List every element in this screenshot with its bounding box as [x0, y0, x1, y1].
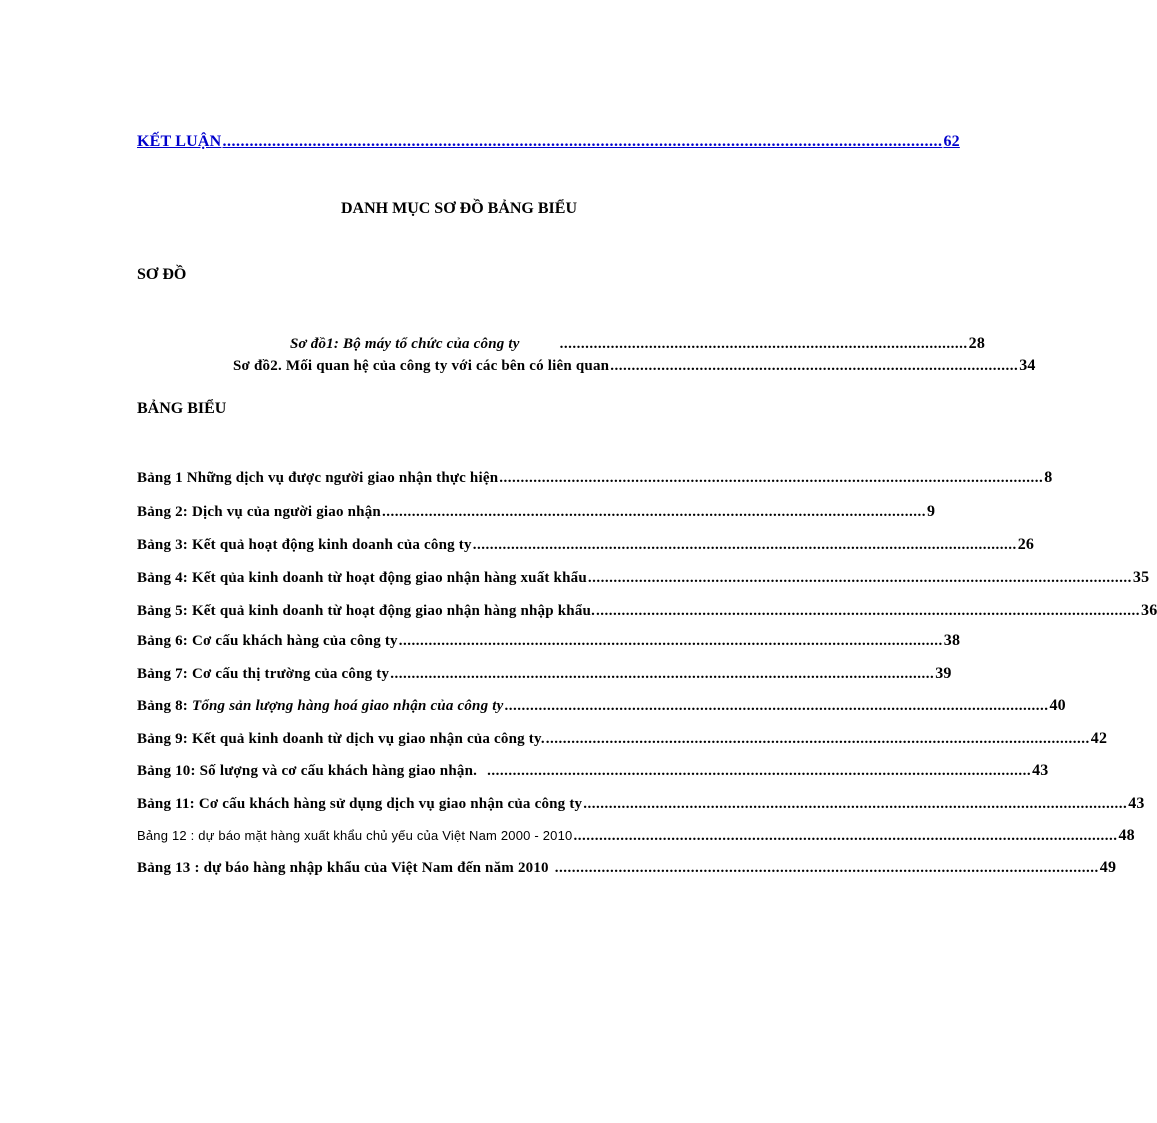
dot-leader: ................................................................................................................................ — [398, 633, 943, 649]
toc-entry-label: KẾT LUẬN — [137, 133, 222, 150]
dot-leader: ................................................................................................................................ — [499, 470, 1044, 486]
dot-leader: ................................................................................................................................ — [545, 731, 1090, 747]
toc-entry-page: 39 — [935, 665, 952, 682]
toc-entry-table-12 — [137, 827, 1135, 847]
toc-entry-page: 62 — [943, 133, 960, 150]
section-heading-diagrams: SƠ ĐỒ — [137, 266, 187, 283]
toc-entry-label: Bảng 9: Kết quả kinh doanh từ dịch vụ giao nhận của công ty. — [137, 731, 545, 747]
dot-leader: ................................................................................................................................ — [390, 666, 935, 682]
toc-entry-table-5 — [137, 602, 1157, 622]
toc-entry-label: Sơ đồ1: Bộ máy tổ chức của công ty — [290, 336, 520, 352]
toc-entry-table-6 — [137, 632, 961, 652]
toc-entry-label: Bảng 12 : dự báo mặt hàng xuất khẩu chủ yếu của Việt Nam 2000 - 2010 — [137, 828, 573, 843]
toc-entry-diagram-2 — [233, 357, 1036, 377]
toc-entry-page: 42 — [1090, 730, 1108, 747]
toc-entry-table-13 — [137, 859, 1117, 879]
toc-entry-table-2 — [137, 503, 936, 523]
toc-entry-table-11 — [137, 795, 1145, 815]
toc-entry-page: 26 — [1017, 536, 1035, 553]
section-heading-tables: BẢNG BIỂU — [137, 400, 227, 417]
dot-leader: ................................................................................................................................ — [504, 698, 1049, 714]
dot-leader: ................................................................................................................................ — [472, 537, 1017, 553]
toc-entry-page: 35 — [1132, 569, 1150, 586]
dot-leader: ................................................................................................................................ — [587, 570, 1132, 586]
dot-leader: ................................................................................................................................ — [583, 796, 1128, 812]
list-title: DANH MỤC SƠ ĐỒ BẢNG BIỂU — [340, 200, 577, 217]
toc-entry-conclusion[interactable] — [137, 133, 960, 153]
toc-entry-diagram-1 — [290, 335, 986, 355]
toc-entry-label: Bảng 11: Cơ cấu khách hàng sử dụng dịch vụ giao nhận của công ty — [137, 796, 583, 812]
toc-entry-table-8 — [137, 697, 1066, 717]
toc-entry-page: 40 — [1049, 697, 1066, 714]
dot-leader: ................................................................................................................................ — [596, 603, 1141, 619]
toc-entry-label: Bảng 7: Cơ cấu thị trường của công ty — [137, 666, 390, 682]
toc-entry-table-1 — [137, 469, 1053, 489]
toc-entry-label: Bảng 4: Kết qủa kinh doanh từ hoạt động giao nhận hàng xuất khẩu — [137, 570, 587, 586]
dot-leader: ................................................................................................ — [610, 358, 1019, 374]
toc-entry-table-4 — [137, 569, 1150, 589]
toc-entry-page: 36 — [1141, 602, 1157, 619]
toc-entry-page: 9 — [926, 503, 936, 520]
toc-entry-label: Bảng 6: Cơ cấu khách hàng của công ty — [137, 633, 398, 649]
toc-entry-page: 43 — [1128, 795, 1145, 812]
toc-entry-label: Bảng 1 Những dịch vụ được người giao nhận thực hiện — [137, 470, 499, 486]
toc-entry-label: Bảng 2: Dịch vụ của người giao nhận — [137, 504, 381, 520]
toc-entry-label: Bảng 3: Kết quả hoạt động kinh doanh của công ty — [137, 537, 472, 553]
dot-leader: ................................................................................................................................ — [381, 504, 926, 520]
dot-leader: ................................................................................................................................ — [487, 763, 1032, 779]
toc-entry-label: Bảng 8: Tổng sản lượng hàng hoá giao nhận của công ty — [137, 698, 504, 714]
toc-entry-page: 34 — [1019, 357, 1036, 374]
toc-entry-page: 38 — [943, 632, 961, 649]
toc-entry-page: 28 — [968, 335, 986, 352]
toc-entry-label: Bảng 5: Kết quả kinh doanh từ hoạt động giao nhận hàng nhập khẩu. — [137, 603, 596, 619]
dot-leader: ................................................................................................................................ — [573, 828, 1118, 844]
dot-leader: ................................................................................................................................................................ — [222, 133, 943, 150]
toc-entry-label: Bảng 10: Số lượng và cơ cấu khách hàng giao nhận. — [137, 763, 478, 779]
toc-entry-table-3 — [137, 536, 1035, 556]
toc-entry-table-9 — [137, 730, 1108, 750]
toc-entry-label: Sơ đồ2. Mối quan hệ của công ty với các bên có liên quan — [233, 358, 610, 374]
toc-entry-page: 48 — [1118, 827, 1135, 844]
toc-entry-label: Bảng 13 : dự báo hàng nhập khẩu của Việt Nam đến năm 2010 — [137, 860, 549, 876]
dot-leader: ................................................................................................ — [559, 336, 968, 352]
toc-entry-page: 43 — [1032, 762, 1049, 779]
toc-entry-page: 8 — [1044, 469, 1053, 486]
toc-entry-table-10 — [137, 762, 1049, 782]
toc-entry-page: 49 — [1099, 859, 1117, 876]
dot-leader: ................................................................................................................................ — [554, 860, 1099, 876]
toc-entry-table-7 — [137, 665, 952, 685]
